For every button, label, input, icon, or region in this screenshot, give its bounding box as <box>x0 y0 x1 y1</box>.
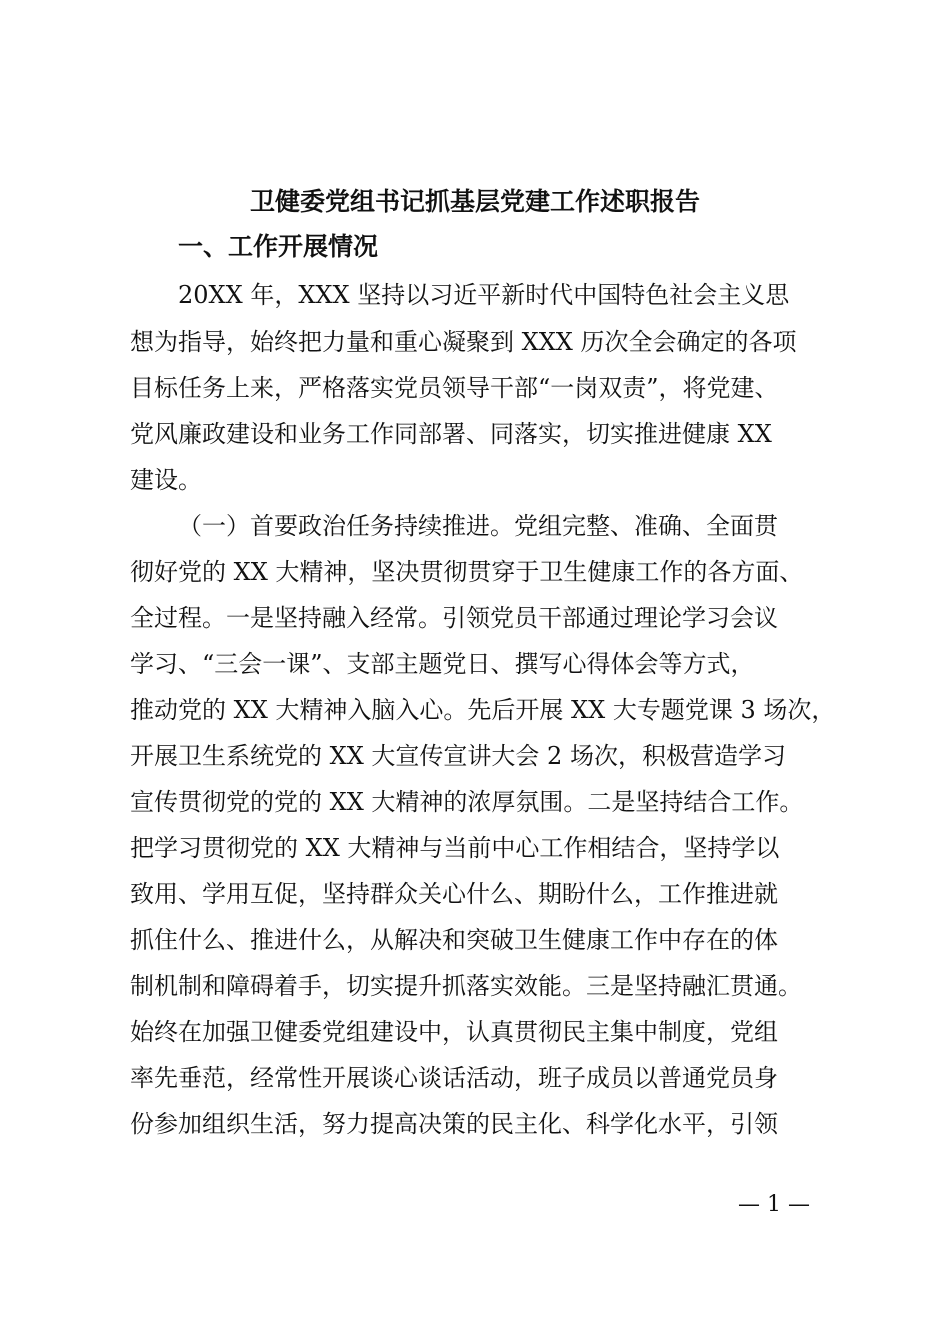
paragraph-2-line: 彻好党的 XX 大精神，坚决贯彻贯穿于卫生健康工作的各方面、 <box>130 558 804 586</box>
paragraph-2-line: 开展卫生系统党的 XX 大宣传宣讲大会 2 场次，积极营造学习 <box>130 742 786 770</box>
paragraph-2-line: 制机制和障碍着手，切实提升抓落实效能。三是坚持融汇贯通。 <box>130 972 802 1000</box>
document-title: 卫健委党组书记抓基层党建工作述职报告 <box>249 187 700 216</box>
paragraph-2-line: 率先垂范，经常性开展谈心谈话活动，班子成员以普通党员身 <box>130 1064 778 1092</box>
paragraph-2-line: 把学习贯彻党的 XX 大精神与当前中心工作相结合，坚持学以 <box>130 834 780 862</box>
paragraph-2-line: 份参加组织生活，努力提高决策的民主化、科学化水平，引领 <box>130 1110 778 1138</box>
paragraph-2-line: 抓住什么、推进什么，从解决和突破卫生健康工作中存在的体 <box>130 926 778 954</box>
paragraph-2-line: 始终在加强卫健委党组建设中，认真贯彻民主集中制度，党组 <box>130 1018 778 1046</box>
paragraph-2-line: 推动党的 XX 大精神入脑入心。先后开展 XX 大专题党课 3 场次， <box>130 696 836 724</box>
paragraph-1-line: 建设。 <box>130 466 202 494</box>
paragraph-2-line: 宣传贯彻党的党的 XX 大精神的浓厚氛围。二是坚持结合工作。 <box>130 788 804 816</box>
paragraph-2-line: 全过程。一是坚持融入经常。引领党员干部通过理论学习会议 <box>130 604 778 632</box>
paragraph-1-line: 党风廉政建设和业务工作同部署、同落实，切实推进健康 XX <box>130 420 772 448</box>
paragraph-2-line: 学习、“三会一课”、支部主题党日、撰写心得体会等方式， <box>130 650 755 678</box>
section-heading: 一、工作开展情况 <box>178 232 379 261</box>
paragraph-1-line: 想为指导，始终把力量和重心凝聚到 XXX 历次全会确定的各项 <box>130 328 797 356</box>
paragraph-1-line: 20XX 年，XXX 坚持以习近平新时代中国特色社会主义思 <box>178 281 790 309</box>
page-number: — 1 — <box>738 1192 810 1217</box>
paragraph-2-line: 致用、学用互促，坚持群众关心什么、期盼什么，工作推进就 <box>130 880 778 908</box>
paragraph-1-line: 目标任务上来，严格落实党员领导干部“一岗双责”，将党建、 <box>130 374 779 402</box>
paragraph-2-line: （一）首要政治任务持续推进。党组完整、准确、全面贯 <box>178 512 778 540</box>
